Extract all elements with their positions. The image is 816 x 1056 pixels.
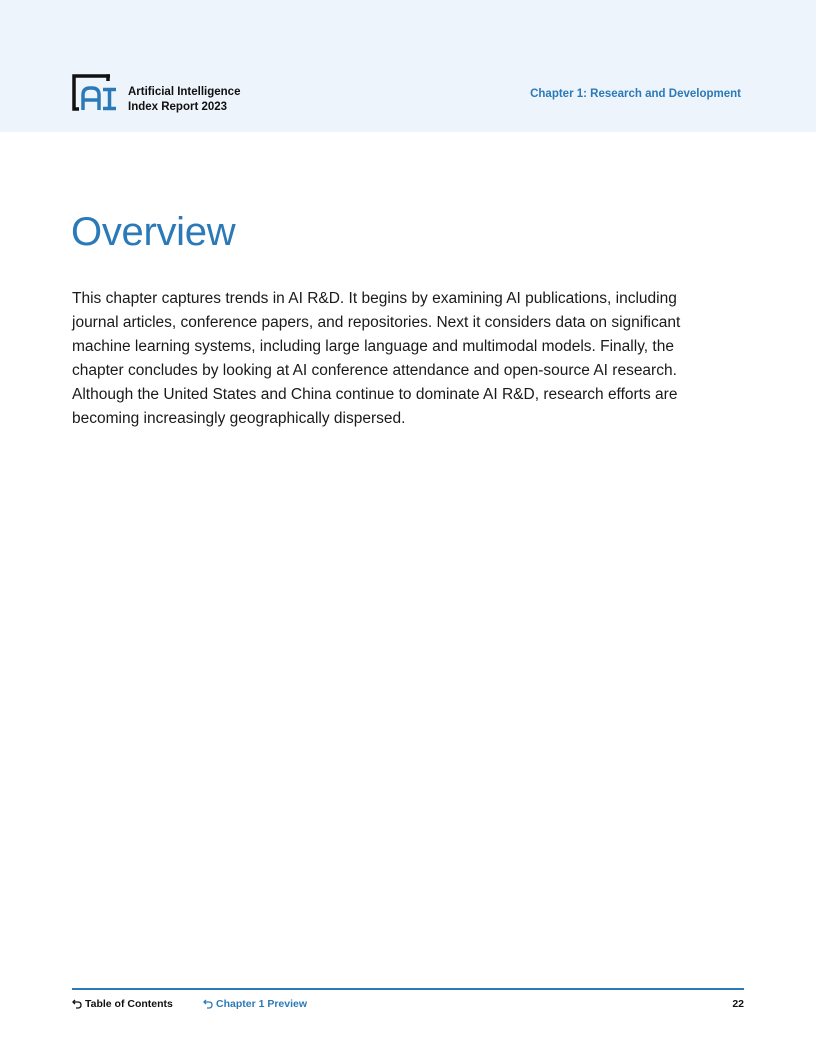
page-number: 22 [732,998,744,1010]
return-arrow-icon [203,999,213,1009]
page-header [0,0,816,132]
table-of-contents-label: Table of Contents [85,998,173,1010]
page-title: Overview [71,210,236,254]
ai-index-logo-icon [72,72,118,112]
report-title-line-2: Index Report 2023 [128,101,228,113]
chapter-preview-label: Chapter 1 Preview [216,998,308,1010]
report-title [128,85,240,115]
return-arrow-icon [72,999,82,1009]
chapter-label: Chapter 1: Research and Development [530,88,741,100]
chapter-preview-link[interactable] [203,998,307,1010]
report-title-line-1: Artificial Intelligence [128,86,241,98]
table-of-contents-link[interactable] [72,998,173,1010]
overview-paragraph: This chapter captures trends in AI R&D. It begins by examining AI publications, including journal articles, conference papers, and repositories. Next it considers data on significant machine learning systems, including large language and multimodal models. Finally, the chapter concludes by looking at AI conference attendance and open-source AI research. Although the United States and China continue to dominate AI R&D, research efforts are becoming increasingly geographically dispersed. [72,290,681,427]
footer-divider [72,988,744,990]
